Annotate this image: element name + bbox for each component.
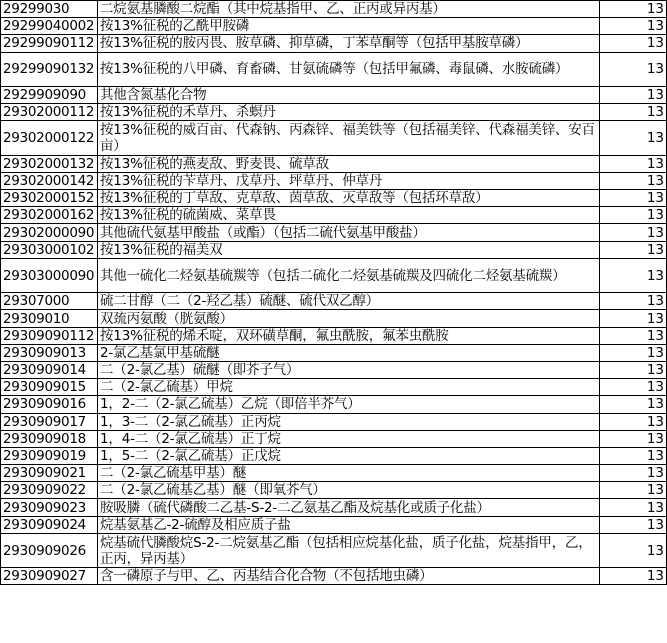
table-row — [1, 516, 667, 533]
hs-code-cell[interactable]: 29303000102 — [1, 241, 98, 258]
table-row — [1, 447, 667, 464]
tax-rate-cell[interactable]: 13 — [600, 499, 667, 516]
tax-rate-cell[interactable]: 13 — [600, 396, 667, 413]
hs-code-cell[interactable]: 2930909021 — [1, 465, 98, 482]
product-name-cell[interactable]: 二（2-氯乙硫基乙基）醚（即氧芥气） — [98, 482, 600, 499]
tax-rate-cell[interactable]: 13 — [600, 18, 667, 35]
product-name-cell[interactable]: 按13%征税的苄草丹、戊草丹、坪草丹、仲草丹 — [98, 172, 600, 189]
table-row — [1, 52, 667, 86]
table-row — [1, 224, 667, 241]
table-row — [1, 413, 667, 430]
table-row — [1, 207, 667, 224]
tax-rate-cell[interactable]: 13 — [600, 430, 667, 447]
hs-code-cell[interactable]: 2930909017 — [1, 413, 98, 430]
hs-code-cell[interactable]: 29302000152 — [1, 190, 98, 207]
product-name-cell[interactable]: 胺吸膦（硫代磷酸二乙基-S-2-二乙氨基乙酯及烷基化或质子化盐） — [98, 499, 600, 516]
tax-rate-cell[interactable]: 13 — [600, 35, 667, 52]
tax-rate-cell[interactable]: 13 — [600, 413, 667, 430]
table-row — [1, 155, 667, 172]
hs-code-cell[interactable]: 29299090132 — [1, 52, 98, 86]
table-row — [1, 379, 667, 396]
product-name-cell[interactable]: 1，2-二（2-氯乙硫基）乙烷（即倍半芥气） — [98, 396, 600, 413]
hs-code-cell[interactable]: 29309090112 — [1, 327, 98, 344]
product-name-cell[interactable]: 按13%征税的胺丙畏、胺草磷、抑草磷，丁苯草酮等（包括甲基胺草磷） — [98, 35, 600, 52]
tax-rate-cell[interactable]: 13 — [600, 465, 667, 482]
tax-rate-cell[interactable]: 13 — [600, 52, 667, 86]
table-row — [1, 568, 667, 585]
tax-rate-cell[interactable]: 13 — [600, 361, 667, 378]
table-row — [1, 310, 667, 327]
table-row — [1, 293, 667, 310]
tax-rate-cell[interactable]: 13 — [600, 241, 667, 258]
product-name-cell[interactable]: 二（2-氯乙硫基甲基）醚 — [98, 465, 600, 482]
product-name-cell[interactable]: 1，3-二（2-氯乙硫基）正丙烷 — [98, 413, 600, 430]
product-name-cell[interactable]: 烷基硫代膦酸烷S-2-二烷氨基乙酯（包括相应烷基化盐，质子化盐，烷基指甲，乙，正丙，异丙基） — [98, 533, 600, 567]
table-row — [1, 361, 667, 378]
product-name-cell[interactable]: 2-氯乙基氯甲基硫醚 — [98, 344, 600, 361]
table-body — [1, 1, 667, 585]
hs-code-cell[interactable]: 2930909013 — [1, 344, 98, 361]
hs-code-cell[interactable]: 29303000090 — [1, 258, 98, 292]
product-name-cell[interactable]: 硫二甘醇（二（2-羟乙基）硫醚、硫代双乙醇） — [98, 293, 600, 310]
tax-rate-cell[interactable]: 13 — [600, 155, 667, 172]
product-name-cell[interactable]: 含一磷原子与甲、乙、丙基结合化合物（不包括地虫磷） — [98, 568, 600, 585]
table-row — [1, 86, 667, 103]
table-row — [1, 1, 667, 18]
table-row — [1, 172, 667, 189]
hs-code-cell[interactable]: 2930909016 — [1, 396, 98, 413]
hs-code-cell[interactable]: 2930909023 — [1, 499, 98, 516]
table-row — [1, 344, 667, 361]
table-row — [1, 35, 667, 52]
product-name-cell[interactable]: 1，5-二（2-氯乙硫基）正戊烷 — [98, 447, 600, 464]
hs-code-cell[interactable]: 29302000122 — [1, 121, 98, 155]
tax-rate-cell[interactable]: 13 — [600, 121, 667, 155]
tax-rate-cell[interactable]: 13 — [600, 516, 667, 533]
table-row — [1, 465, 667, 482]
hs-code-cell[interactable]: 29302000142 — [1, 172, 98, 189]
product-name-cell[interactable]: 其他硫代氨基甲酸盐（或酯）（包括二硫代氨基甲酸盐） — [98, 224, 600, 241]
hs-code-cell[interactable]: 2929909090 — [1, 86, 98, 103]
product-name-cell[interactable]: 按13%征税的硫菌威、菜草畏 — [98, 207, 600, 224]
hs-code-cell[interactable]: 29302000090 — [1, 224, 98, 241]
table-row — [1, 396, 667, 413]
hs-code-cell[interactable]: 2930909014 — [1, 361, 98, 378]
tax-rate-cell[interactable]: 13 — [600, 224, 667, 241]
tax-rate-cell[interactable]: 13 — [600, 568, 667, 585]
tax-rate-cell[interactable]: 13 — [600, 172, 667, 189]
tax-rate-cell[interactable]: 13 — [600, 258, 667, 292]
tax-rate-cell[interactable]: 13 — [600, 207, 667, 224]
hs-code-cell[interactable]: 2930909022 — [1, 482, 98, 499]
tax-rate-cell[interactable]: 13 — [600, 104, 667, 121]
table-row — [1, 241, 667, 258]
table-row — [1, 121, 667, 155]
product-name-cell[interactable]: 二（2-氯乙硫基）甲烷 — [98, 379, 600, 396]
tax-rate-cell[interactable]: 13 — [600, 533, 667, 567]
hs-code-cell[interactable]: 29302000132 — [1, 155, 98, 172]
tax-rate-cell[interactable]: 13 — [600, 86, 667, 103]
product-name-cell[interactable]: 二（2-氯乙基）硫醚（即芥子气） — [98, 361, 600, 378]
table-row — [1, 482, 667, 499]
hs-code-cell[interactable]: 2930909019 — [1, 447, 98, 464]
product-name-cell[interactable]: 烷基氨基乙-2-硫醇及相应质子盐 — [98, 516, 600, 533]
product-name-cell[interactable]: 按13%征税的八甲磷、育畜磷、甘氨硫磷等（包括甲氟磷、毒鼠磷、水胺硫磷） — [98, 52, 600, 86]
hs-code-cell[interactable]: 29299040002 — [1, 18, 98, 35]
tax-rate-cell[interactable]: 13 — [600, 344, 667, 361]
product-name-cell[interactable]: 其他含氮基化合物 — [98, 86, 600, 103]
hs-code-cell[interactable]: 2930909024 — [1, 516, 98, 533]
product-name-cell[interactable]: 按13%征税的烯禾啶，双环磺草酮，氟虫酰胺，氟苯虫酰胺 — [98, 327, 600, 344]
tax-rate-cell[interactable]: 13 — [600, 1, 667, 18]
hs-code-cell[interactable]: 29299090112 — [1, 35, 98, 52]
table-row — [1, 499, 667, 516]
tax-rate-cell[interactable]: 13 — [600, 310, 667, 327]
hs-code-cell[interactable]: 2930909026 — [1, 533, 98, 567]
hs-code-cell[interactable]: 2930909027 — [1, 568, 98, 585]
tax-rate-cell[interactable]: 13 — [600, 293, 667, 310]
hs-code-cell[interactable]: 29302000112 — [1, 104, 98, 121]
tax-rate-cell[interactable]: 13 — [600, 379, 667, 396]
hs-code-cell[interactable]: 29307000 — [1, 293, 98, 310]
hs-code-cell[interactable]: 29309010 — [1, 310, 98, 327]
hs-code-cell[interactable]: 2930909015 — [1, 379, 98, 396]
table-row — [1, 258, 667, 292]
product-name-cell[interactable]: 双巯丙氨酸（胱氨酸） — [98, 310, 600, 327]
tax-rate-cell[interactable]: 13 — [600, 327, 667, 344]
table-row — [1, 18, 667, 35]
tax-rate-cell[interactable]: 13 — [600, 482, 667, 499]
hs-code-cell[interactable]: 29302000162 — [1, 207, 98, 224]
product-name-cell[interactable]: 1，4-二（2-氯乙硫基）正丁烷 — [98, 430, 600, 447]
product-name-cell[interactable]: 按13%征税的丁草敌、克草敌、茵草敌、灭草敌等（包括环草敌） — [98, 190, 600, 207]
table-row — [1, 104, 667, 121]
product-name-cell[interactable]: 二烷氨基膦酸二烷酯（其中烷基指甲、乙、正丙或异丙基） — [98, 1, 600, 18]
hs-code-cell[interactable]: 29299030 — [1, 1, 98, 18]
product-name-cell[interactable]: 按13%征税的福美双 — [98, 241, 600, 258]
tax-rate-cell[interactable]: 13 — [600, 190, 667, 207]
product-name-cell[interactable]: 其他一硫化二烃氨基硫羰等（包括二硫化二烃氨基硫羰及四硫化二烃氨基硫羰） — [98, 258, 600, 292]
table-row — [1, 533, 667, 567]
product-name-cell[interactable]: 按13%征税的禾草丹、杀螟丹 — [98, 104, 600, 121]
tax-rate-cell[interactable]: 13 — [600, 447, 667, 464]
table-row — [1, 327, 667, 344]
table-row — [1, 430, 667, 447]
product-name-cell[interactable]: 按13%征税的燕麦敌、野麦畏、硫草敌 — [98, 155, 600, 172]
product-name-cell[interactable]: 按13%征税的乙酰甲胺磷 — [98, 18, 600, 35]
table-row — [1, 190, 667, 207]
hs-code-cell[interactable]: 2930909018 — [1, 430, 98, 447]
product-name-cell[interactable]: 按13%征税的威百亩、代森钠、丙森锌、福美铁等（包括福美锌、代森福美锌、安百亩） — [98, 121, 600, 155]
